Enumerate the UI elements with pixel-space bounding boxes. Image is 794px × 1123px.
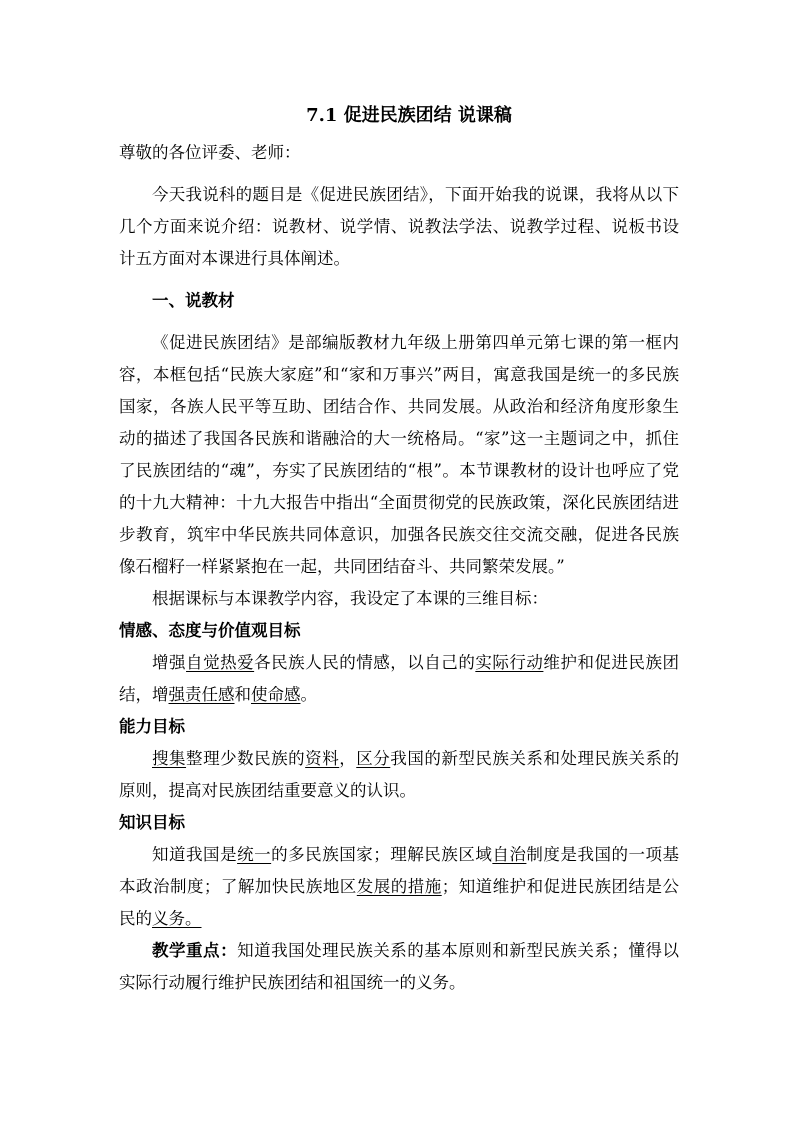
goal-heading-ability: 能力目标 [119,717,185,736]
greeting: 尊敬的各位评委、老师： [119,143,301,162]
key-point-text: 知道我国处理民族关系的基本原则和新型民族关系；懂得以实际行动履行维护民族团结和祖国统一的义务。 [119,941,680,992]
intro-paragraph: 今天我说科的题目是《促进民族团结》，下面开始我的说课，我将从以下几个方面来说介绍：说教材、说学情、说教法学法、说教学过程、说板书设计五方面对本课进行具体阐述。 [119,185,679,268]
key-point-label: 教学重点： [152,941,238,960]
textbook-paragraph: 《促进民族团结》是部编版教材九年级上册第四单元第七课的第一框内容，本框包括“民族大家庭”和“家和万事兴”两目，寓意我国是统一的多民族国家，各族人民平等互助、团结合作、共同发展。从政治和经济角度形象生动的描述了我国各民族和谐融洽的大一统格局。“家”这一主题词之中，抓住了民族团结的“魂”，夯实了民族团结的“根”。本节课教材的设计也呼应了党的十九大精神：十九大报告中指出“全面贯彻党的民族政策，深化民族团结进步教育，筑牢中华民族共同体意识，加强各民族交往交流交融，促进各民族像石榴籽一样紧紧抱在一起，共同团结奋斗、共同繁荣发展。” [119,333,679,576]
document-title: 7.1 促进民族团结 说课稿 [306,105,512,126]
key-point-paragraph [119,935,679,999]
goal-paragraph-emotion: 增强自觉热爱各民族人民的情感，以自己的实际行动维护和促进民族团结，增强责任感和使命感。 [119,653,680,704]
goals-intro: 根据课标与本课教学内容，我设定了本课的三维目标： [152,589,548,608]
goal-heading-knowledge: 知识目标 [119,813,185,832]
document-body [119,103,679,999]
goal-paragraph-knowledge: 知道我国是统一的多民族国家；理解民族区域自治制度是我国的一项基本政治制度；了解加快民族地区发展的措施；知道维护和促进民族团结是公民的义务。 [119,845,680,928]
section-heading-textbook: 一、说教材 [152,291,235,310]
goal-paragraph-ability: 搜集整理少数民族的资料，区分我国的新型民族关系和处理民族关系的原则，提高对民族团结重要意义的认识。 [119,749,680,800]
goal-heading-emotion: 情感、态度与价值观目标 [119,621,301,640]
